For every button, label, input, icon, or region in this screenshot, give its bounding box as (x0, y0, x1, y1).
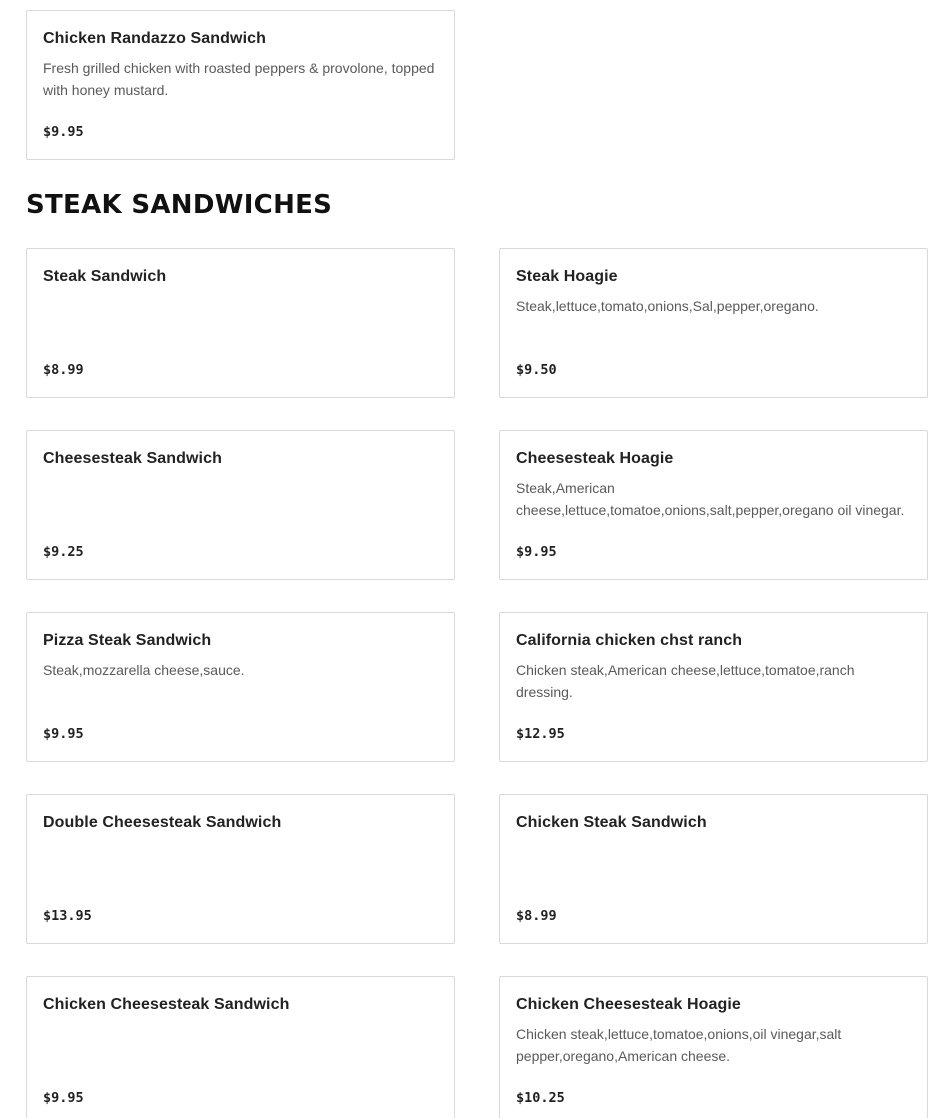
menu-item-description: Steak,lettuce,tomato,onions,Sal,pepper,oregano. (516, 298, 819, 314)
menu-item-price: $9.95 (43, 1090, 84, 1106)
section-title-steak-sandwiches: STEAK SANDWICHES (26, 190, 333, 220)
menu-item-name: Pizza Steak Sandwich (43, 632, 212, 649)
menu-item-name: Chicken Cheesesteak Sandwich (43, 996, 290, 1013)
menu-item-name: Double Cheesesteak Sandwich (43, 814, 282, 831)
menu-item-price: $9.95 (516, 544, 557, 560)
menu-item-name: California chicken chst ranch (516, 632, 743, 649)
menu-item-card[interactable] (26, 248, 455, 398)
menu-item-description: Steak,mozzarella cheese,sauce. (43, 662, 245, 678)
menu-item-price: $12.95 (516, 726, 565, 742)
menu-item-price: $13.95 (43, 908, 92, 924)
menu-item-card[interactable] (499, 612, 928, 762)
menu-item-price: $9.95 (43, 726, 84, 742)
menu-item-card[interactable] (499, 976, 928, 1118)
menu-item-price: $8.99 (43, 362, 84, 378)
menu-item-description: Chicken steak,lettuce,tomatoe,onions,oil vinegar,salt pepper,oregano,American cheese. (516, 1026, 842, 1064)
menu-item-price: $9.50 (516, 362, 557, 378)
menu-item-card[interactable] (26, 10, 455, 160)
menu-item-name: Steak Hoagie (516, 268, 618, 285)
menu-item-price: $9.95 (43, 124, 84, 140)
menu-item-card[interactable] (499, 430, 928, 580)
menu-item-card[interactable] (499, 794, 928, 944)
menu-item-price: $10.25 (516, 1090, 565, 1106)
menu-item-card[interactable] (26, 976, 455, 1118)
menu-item-name: Chicken Randazzo Sandwich (43, 30, 266, 47)
menu-item-name: Cheesesteak Sandwich (43, 450, 222, 467)
menu-item-card[interactable] (26, 794, 455, 944)
menu-item-name: Cheesesteak Hoagie (516, 450, 674, 467)
menu-item-price: $9.25 (43, 544, 84, 560)
menu-item-price: $8.99 (516, 908, 557, 924)
menu-item-card[interactable] (499, 248, 928, 398)
menu-item-name: Steak Sandwich (43, 268, 167, 285)
menu-item-card[interactable] (26, 612, 455, 762)
menu-item-name: Chicken Cheesesteak Hoagie (516, 996, 741, 1013)
menu-item-name: Chicken Steak Sandwich (516, 814, 707, 831)
menu-item-card[interactable] (26, 430, 455, 580)
menu-item-description: Chicken steak,American cheese,lettuce,tomatoe,ranch dressing. (516, 662, 855, 700)
menu-item-description: Steak,American cheese,lettuce,tomatoe,onions,salt,pepper,oregano oil vinegar. (516, 480, 905, 518)
menu-item-description: Fresh grilled chicken with roasted peppers & provolone, topped with honey mustard. (43, 60, 435, 98)
